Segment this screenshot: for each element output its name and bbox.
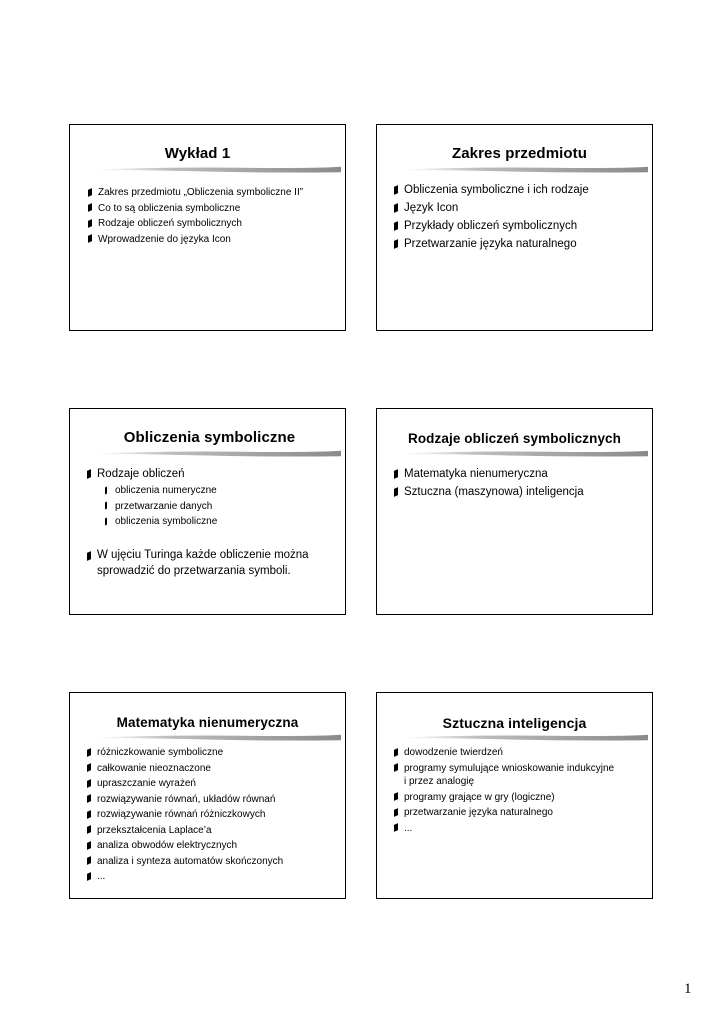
list-item: dowodzenie twierdzeń <box>394 745 614 761</box>
bullet-list <box>87 745 283 885</box>
bullet-list <box>88 185 303 247</box>
title-underline <box>403 733 648 742</box>
sub-list-item: obliczenia numeryczne <box>87 483 217 499</box>
slide-title: Zakres przedmiotu <box>451 145 588 162</box>
list-item: Matematyka nienumeryczna <box>394 465 584 483</box>
title-underline <box>96 449 341 458</box>
list-item: upraszczanie wyrażeń <box>87 776 283 792</box>
list-item: Rodzaje obliczeń <box>87 465 185 483</box>
title-underline <box>403 165 648 174</box>
title-underline <box>96 165 341 174</box>
list-item: Sztuczna (maszynowa) inteligencja <box>394 483 584 501</box>
bullet-list <box>87 547 309 579</box>
slide-title: Rodzaje obliczeń symbolicznych <box>407 431 622 446</box>
list-item: Obliczenia symboliczne i ich rodzaje <box>394 181 589 199</box>
slide-title: Sztuczna inteligencja <box>442 715 587 731</box>
list-item: W ujęciu Turinga każde obliczenie można sprowadzić do przetwarzania symboli. <box>87 547 309 579</box>
sub-list-item: obliczenia symboliczne <box>87 514 217 530</box>
slide-6 <box>376 692 653 899</box>
bullet-list <box>394 181 589 253</box>
list-item: Przykłady obliczeń symbolicznych <box>394 217 589 235</box>
list-item: Co to są obliczenia symboliczne <box>88 201 303 217</box>
bullet-list <box>394 465 584 501</box>
list-item: Język Icon <box>394 199 589 217</box>
list-item: przetwarzanie języka naturalnego <box>394 805 614 821</box>
page-number: 1 <box>684 981 692 997</box>
list-item: ... <box>87 869 283 885</box>
slide-1 <box>69 124 346 331</box>
slide-title: Obliczenia symboliczne <box>123 429 296 446</box>
sub-list <box>87 483 217 530</box>
slide-2 <box>376 124 653 331</box>
slide-title: Matematyka nienumeryczna <box>116 715 299 730</box>
sub-list-item: przetwarzanie danych <box>87 499 217 515</box>
list-item: Wprowadzenie do języka Icon <box>88 232 303 248</box>
list-item: Rodzaje obliczeń symbolicznych <box>88 216 303 232</box>
slide-3 <box>69 408 346 615</box>
slide-4 <box>376 408 653 615</box>
list-item: przekształcenia Laplace’a <box>87 823 283 839</box>
list-item: ... <box>394 821 614 837</box>
list-item: analiza obwodów elektrycznych <box>87 838 283 854</box>
list-item: Przetwarzanie języka naturalnego <box>394 235 589 253</box>
list-item: całkowanie nieoznaczone <box>87 761 283 777</box>
title-underline <box>403 449 648 458</box>
slide-5 <box>69 692 346 899</box>
list-item: rozwiązywanie równań, układów równań <box>87 792 283 808</box>
list-item: programy symulujące wnioskowanie indukcyjne i przez analogię <box>394 761 614 790</box>
bullet-list <box>394 745 614 836</box>
slide-title: Wykład 1 <box>164 145 231 162</box>
list-item: różniczkowanie symboliczne <box>87 745 283 761</box>
list-item: analiza i synteza automatów skończonych <box>87 854 283 870</box>
list-item: Zakres przedmiotu „Obliczenia symboliczne II” <box>88 185 303 201</box>
bullet-list <box>87 465 185 483</box>
list-item: rozwiązywanie równań różniczkowych <box>87 807 283 823</box>
title-underline <box>96 733 341 742</box>
list-item: programy grające w gry (logiczne) <box>394 790 614 806</box>
